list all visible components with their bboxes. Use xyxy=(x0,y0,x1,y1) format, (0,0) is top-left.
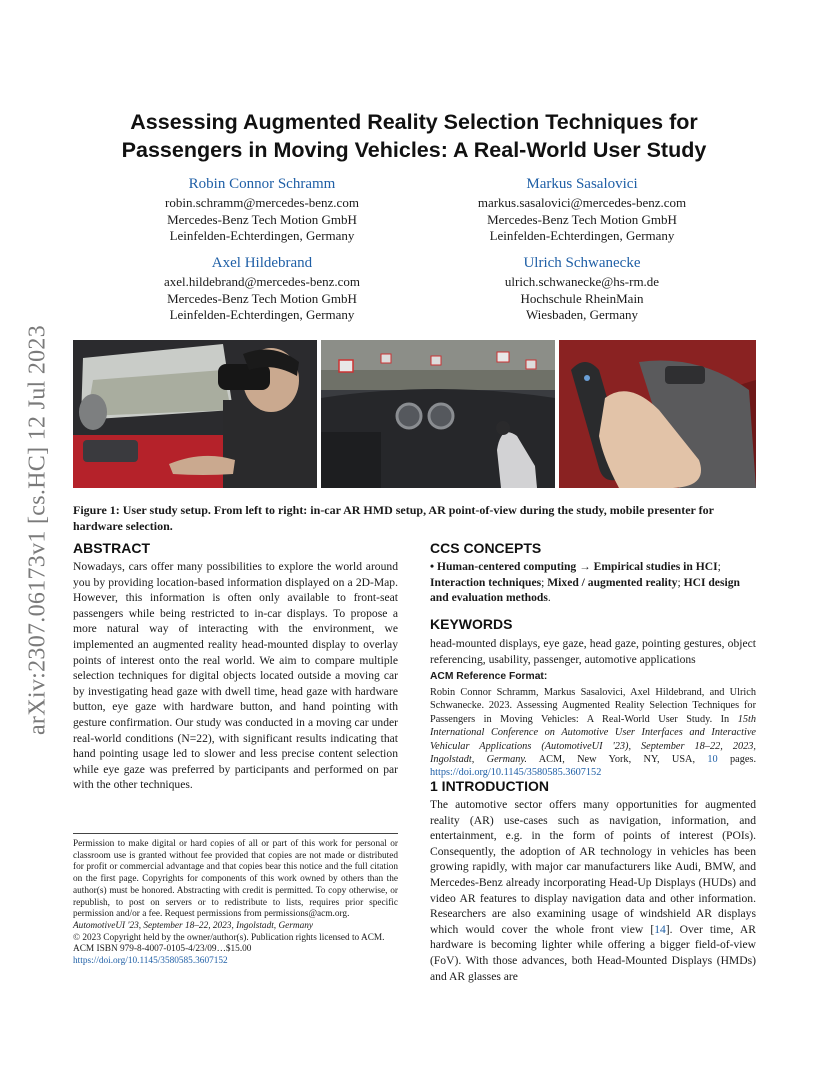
hmd-setup-photo xyxy=(73,340,317,488)
footnote xyxy=(73,839,398,968)
ccs-separator: ; xyxy=(677,575,684,589)
introduction-heading: 1 INTRODUCTION xyxy=(430,778,549,794)
citation-link[interactable]: 14 xyxy=(654,922,666,936)
author-name[interactable]: Robin Connor Schramm xyxy=(188,176,336,192)
author-email: robin.schramm@mercedes-benz.com xyxy=(165,195,359,210)
author-affiliation: Mercedes-Benz Tech Motion GmbH xyxy=(167,211,357,227)
author-email: markus.sasalovici@mercedes-benz.com xyxy=(477,195,687,210)
ccs-concept: Mixed / augmented reality xyxy=(547,575,678,589)
introduction-text xyxy=(430,797,756,984)
ccs-concept: Empirical studies in HCI xyxy=(593,560,718,573)
doi-link[interactable]: https://doi.org/10.1145/3580585.3607152 xyxy=(73,956,228,967)
acm-reference-text xyxy=(430,686,756,780)
author-name[interactable]: Axel Hildebrand xyxy=(211,255,313,271)
author-block-1 xyxy=(112,175,412,245)
author-affiliation: Mercedes-Benz Tech Motion GmbH xyxy=(167,290,357,306)
keywords-text: head-mounted displays, eye gaze, head gaze, pointing gestures, object referencing, usability, passenger, automotive applications xyxy=(430,637,756,666)
keywords-heading: KEYWORDS xyxy=(430,616,513,632)
author-affiliation: Mercedes-Benz Tech Motion GmbH xyxy=(487,211,677,227)
isbn-line: ACM ISBN 979-8-4007-0105-4/23/09…$15.00 xyxy=(73,944,252,955)
ccs-heading: CCS CONCEPTS xyxy=(430,540,542,556)
author-location: Leinfelden-Echterdingen, Germany xyxy=(169,228,355,243)
reference-venue: 15th International Conference on Automotive User Interfaces and Interactive Vehicular Applications (AutomotiveUI '23), September 18–22, 2023, Ingolstadt, Germany. xyxy=(430,713,756,766)
ccs-concept: Human-centered computing xyxy=(436,560,577,573)
ccs-concept: HCI design and evaluation methods xyxy=(430,575,740,605)
author-location: Leinfelden-Echterdingen, Germany xyxy=(489,228,675,243)
ccs-separator: ; xyxy=(541,575,548,589)
ccs-end: . xyxy=(547,591,551,605)
author-email: ulrich.schwanecke@hs-rm.de xyxy=(504,274,660,289)
acm-reference-heading: ACM Reference Format: xyxy=(430,671,548,682)
ccs-separator: ; xyxy=(717,560,721,573)
intro-paragraph: ]. Over time, AR hardware is becoming lighter while offering a bigger field-of-view (FoV). With those advances, both Head-Mounted Displays (HMDs) and AR glasses are xyxy=(430,922,756,983)
reference-doi-link[interactable]: https://doi.org/10.1145/3580585.3607152 xyxy=(430,767,602,779)
arxiv-sidebar xyxy=(18,296,58,764)
author-location: Wiesbaden, Germany xyxy=(525,307,639,322)
footnote-rule xyxy=(73,833,398,834)
author-block-4 xyxy=(432,254,732,324)
intro-paragraph: The automotive sector offers many opportunities for augmented reality (AR) use-cases such as navigation, information, and entertainment, e.g. in the form of points of interest (POIs). Consequently, the adoption of AR technology in vehicles has been growing rapidly, with major car manufacturers like Audi, BMW, and Mercedes-Benz already incorporating Head-Up Displays (HUDs) and video AR features to display navigation data and other information. Researchers are also examining usage of windshield AR displays which would cover the whole front view [ xyxy=(430,798,756,936)
figure-caption: Figure 1: User study setup. From left to right: in-car AR HMD setup, AR point-of-view during the study, mobile presenter for hardware selection. xyxy=(73,503,714,533)
author-affiliation: Hochschule RheinMain xyxy=(520,290,644,306)
abstract-text: Nowadays, cars offer many possibilities to explore the world around you by providing location-based information displayed on a 2D-Map. However, this information is often only available to front-seat passengers while being restricted to in-car displays. To propose a more natural way of interacting with the environment, we implemented an augmented reality head-mounted display to overlay points of interest onto the real world. We aim to compare multiple selection techniques for digital objects located outside a moving car by investigating head gaze with dwell time, head gaze with hardware button, eye gaze with hardware button, and hand pointing with gesture confirmation. Our study was conducted in a moving car under real-world conditions (N=22), with significant results indicating that hand pointing usage led to slower and less precise content selection while eye gaze was preferred by participants and performed on par with the other techniques. xyxy=(73,560,398,792)
figure-1-images xyxy=(73,340,756,488)
reference-pages-link[interactable]: 10 xyxy=(707,754,718,766)
presenter-photo xyxy=(559,340,756,488)
author-email: axel.hildebrand@mercedes-benz.com xyxy=(163,274,361,289)
permission-notice: Permission to make digital or hard copies of all or part of this work for personal or classroom use is granted without fee provided that copies are not made or distributed for profit or commercial advantage and that copies bear this notice and the full citation on the first page. Copyrights for components of this work owned by others than the author(s) must be honored. Abstracting with credit is permitted. To copy otherwise, or republish, to post on servers or to redistribute to lists, requires prior specific permission and/or a fee. Request permissions from permissions@acm.org. xyxy=(73,839,398,920)
author-block-3 xyxy=(112,254,412,324)
abstract-heading: ABSTRACT xyxy=(73,540,150,556)
title-line-2: Passengers in Moving Vehicles: A Real-World User Study xyxy=(121,138,707,162)
ccs-concept: Interaction techniques xyxy=(430,575,542,589)
arxiv-id: arXiv:2307.06173v1 [cs.HC] 12 Jul 2023 xyxy=(24,324,51,736)
author-block-2 xyxy=(432,175,732,245)
ar-pov-photo xyxy=(321,340,555,488)
ccs-arrow: → xyxy=(579,560,591,573)
reference-publisher: ACM, New York, NY, USA, xyxy=(526,754,708,766)
author-name[interactable]: Ulrich Schwanecke xyxy=(523,255,641,271)
reference-authors: Robin Connor Schramm, Markus Sasalovici, Axel Hildebrand, and Ulrich Schwanecke. 2023. Assessing Augmented Reality Selection Techniques for Passengers in Moving Vehicles: A Real-World User Study. In xyxy=(430,687,756,725)
reference-pages: pages. xyxy=(717,754,757,766)
author-name[interactable]: Markus Sasalovici xyxy=(526,176,638,192)
author-location: Leinfelden-Echterdingen, Germany xyxy=(169,307,355,322)
ccs-text xyxy=(430,559,756,606)
conference-venue: AutomotiveUI '23, September 18–22, 2023, Ingolstadt, Germany xyxy=(73,920,314,931)
paper-title xyxy=(90,108,738,164)
title-line-1: Assessing Augmented Reality Selection Techniques for xyxy=(130,110,698,134)
ccs-bullet: • xyxy=(430,560,435,573)
copyright-line: © 2023 Copyright held by the owner/author(s). Publication rights licensed to ACM. xyxy=(73,932,385,943)
